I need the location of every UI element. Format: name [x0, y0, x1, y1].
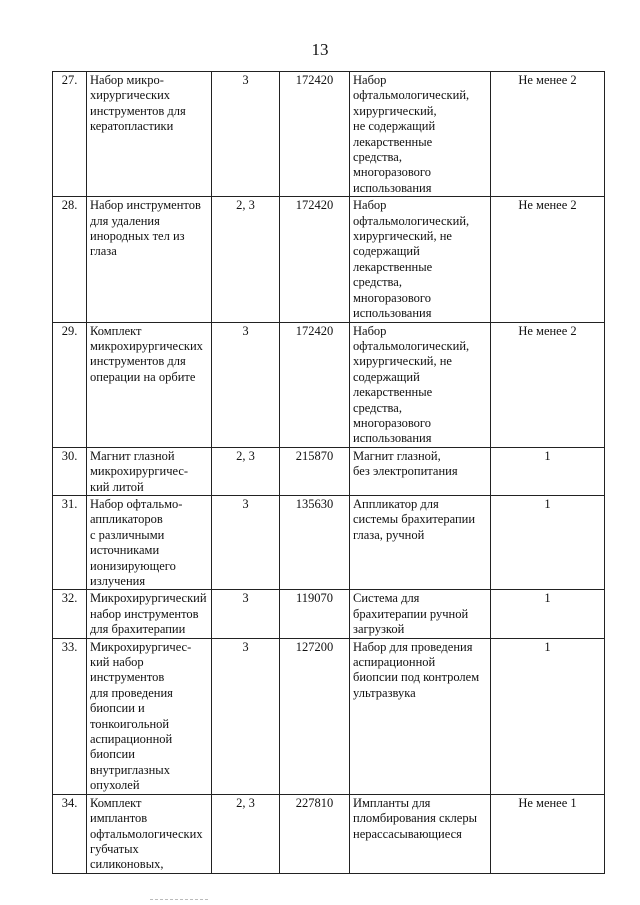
- scan-artifact-line: [150, 899, 208, 900]
- item-class: 3: [212, 495, 280, 589]
- item-class: 3: [212, 322, 280, 447]
- table-row: [53, 495, 605, 589]
- item-description: Набор офтальмологический, хирургический, не содержащий лекарственные средства, многоразового использования: [353, 73, 470, 195]
- table-row: [53, 322, 605, 447]
- table-row: [53, 197, 605, 322]
- row-number: 34.: [53, 794, 87, 873]
- item-class: 3: [212, 638, 280, 794]
- item-code: 135630: [280, 495, 350, 589]
- item-description: Набор для проведения аспирационной биопсии под контролем ультразвука: [353, 639, 480, 700]
- item-name: Комплект имплантов офтальмологических губчатых силиконовых,: [90, 795, 203, 872]
- item-name: Набор инструментов для удаления инородных тел из глаза: [90, 198, 201, 259]
- item-quantity: 1: [491, 590, 605, 638]
- item-code: 119070: [280, 590, 350, 638]
- row-number: 30.: [53, 447, 87, 495]
- item-code: 127200: [280, 638, 350, 794]
- item-class: 3: [212, 590, 280, 638]
- item-description: Аппликатор для системы брахитерапии глаза, ручной: [353, 496, 476, 542]
- item-code: 172420: [280, 72, 350, 197]
- item-code: 227810: [280, 794, 350, 873]
- table-row: [53, 590, 605, 638]
- item-class: 2, 3: [212, 794, 280, 873]
- item-name: Набор офтальмо- аппликаторов с различными источниками ионизирующего излучения: [90, 496, 183, 588]
- item-description: Набор офтальмологический, хирургический, не содержащий лекарственные средства, многоразового использования: [353, 323, 470, 446]
- row-number: 28.: [53, 197, 87, 322]
- item-name: Комплект микрохирургических инструментов для операции на орбите: [90, 323, 203, 384]
- row-number: 33.: [53, 638, 87, 794]
- item-code: 172420: [280, 322, 350, 447]
- item-name: Набор микро- хирургических инструментов для кератопластики: [90, 73, 186, 134]
- item-quantity: Не менее 2: [491, 72, 605, 197]
- row-number: 32.: [53, 590, 87, 638]
- item-name: Магнит глазной микрохирургичес- кий литой: [90, 448, 189, 494]
- table-row: [53, 447, 605, 495]
- item-class: 2, 3: [212, 447, 280, 495]
- equipment-table: [52, 71, 605, 874]
- row-number: 29.: [53, 322, 87, 447]
- row-number: 27.: [53, 72, 87, 197]
- item-description: Импланты для пломбирования склеры нерассасывающиеся: [353, 795, 477, 841]
- item-name: Микрохирургический набор инструментов для брахитерапии: [90, 591, 207, 637]
- item-name: Микрохирургичес- кий набор инструментов для проведения биопсии и тонкоигольной аспирационной биопсии внутриглазных опухолей: [90, 639, 192, 793]
- item-quantity: 1: [491, 638, 605, 794]
- item-quantity: Не менее 2: [491, 197, 605, 322]
- page-number: 13: [311, 40, 329, 59]
- table-row: [53, 638, 605, 794]
- item-description: Система для брахитерапии ручной загрузкой: [353, 591, 469, 637]
- item-quantity: 1: [491, 495, 605, 589]
- table-row: [53, 72, 605, 197]
- item-description: Магнит глазной, без электропитания: [353, 448, 458, 479]
- item-class: 2, 3: [212, 197, 280, 322]
- row-number: 31.: [53, 495, 87, 589]
- table-row: [53, 794, 605, 873]
- item-code: 172420: [280, 197, 350, 322]
- item-code: 215870: [280, 447, 350, 495]
- item-class: 3: [212, 72, 280, 197]
- item-quantity: Не менее 1: [491, 794, 605, 873]
- item-quantity: 1: [491, 447, 605, 495]
- item-description: Набор офтальмологический, хирургический, не содержащий лекарственные средства, многоразового использования: [353, 198, 470, 321]
- item-quantity: Не менее 2: [491, 322, 605, 447]
